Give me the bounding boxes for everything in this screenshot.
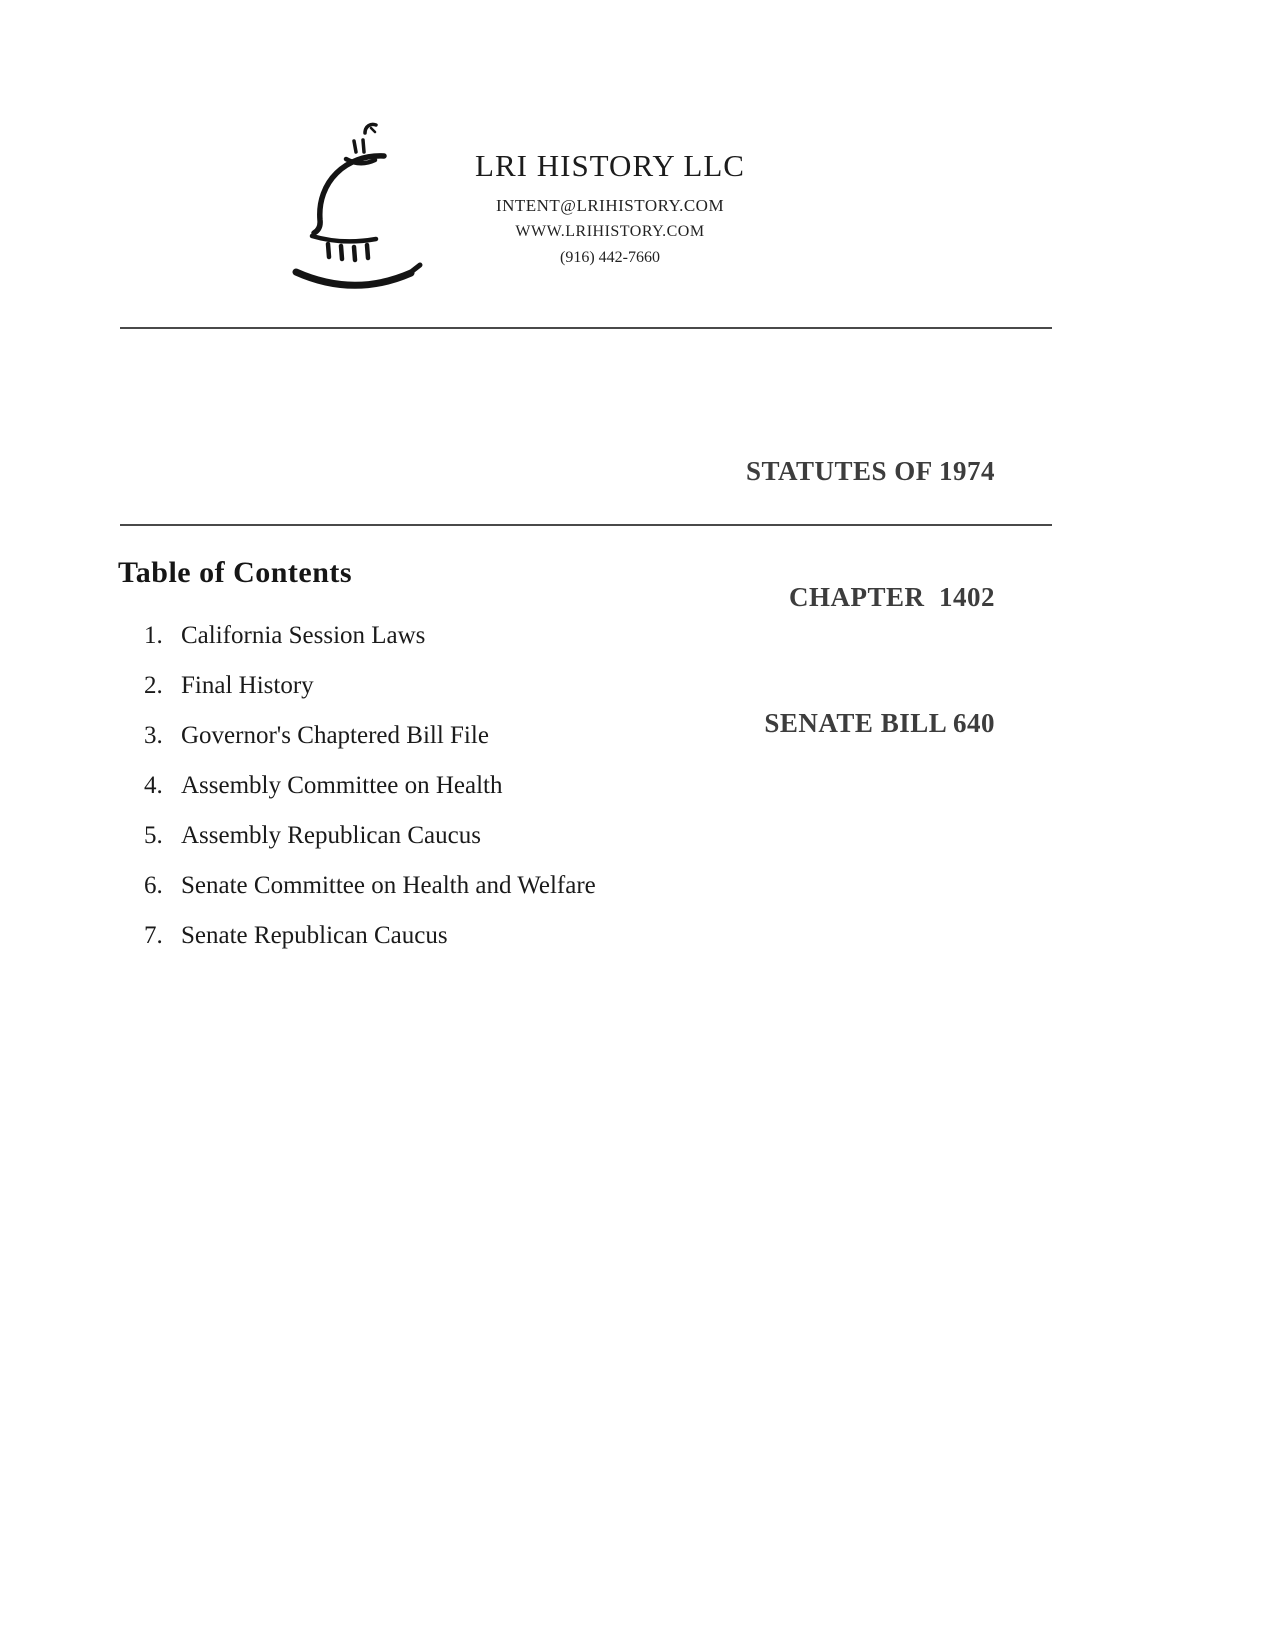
toc-item-number: 1.	[144, 622, 163, 649]
company-phone: (916) 442-7660	[560, 249, 660, 266]
toc-item-label: Senate Republican Caucus	[181, 922, 448, 949]
company-name: LRI HISTORY LLC	[475, 148, 745, 183]
toc-list	[144, 622, 596, 972]
capitol-dome-logo	[286, 120, 436, 290]
toc-item-number: 7.	[144, 922, 163, 949]
toc-item-label: California Session Laws	[181, 622, 426, 649]
toc-item-label: Governor's Chaptered Bill File	[181, 722, 489, 749]
toc-item	[144, 672, 596, 700]
toc-item	[144, 622, 596, 650]
toc-item	[144, 822, 596, 850]
toc-title: Table of Contents	[118, 556, 353, 589]
case-info-block	[746, 366, 995, 828]
toc-item-label: Senate Committee on Health and Welfare	[181, 872, 596, 899]
toc-item-number: 2.	[144, 672, 163, 699]
toc-item-label: Final History	[181, 672, 314, 699]
chapter-line: CHAPTER 1402	[788, 582, 995, 612]
toc-item-number: 6.	[144, 872, 163, 899]
toc-item	[144, 772, 596, 800]
toc-item	[144, 722, 596, 750]
toc-item	[144, 922, 596, 950]
statutes-line: STATUTES OF 1974	[745, 456, 995, 486]
senate-bill-line: SENATE BILL 640	[764, 708, 995, 738]
toc-item-number: 3.	[144, 722, 163, 749]
divider-middle	[120, 524, 1052, 526]
divider-top	[120, 327, 1052, 329]
toc-item-number: 4.	[144, 772, 163, 799]
toc-item-label: Assembly Committee on Health	[181, 772, 503, 799]
toc-item-number: 5.	[144, 822, 163, 849]
toc-item-label: Assembly Republican Caucus	[181, 822, 481, 849]
company-email: INTENT@LRIHISTORY.COM	[495, 196, 725, 215]
toc-item	[144, 872, 596, 900]
capitol-dome-icon	[286, 120, 436, 290]
company-website: WWW.LRIHISTORY.COM	[515, 223, 705, 240]
header-block	[415, 148, 805, 267]
